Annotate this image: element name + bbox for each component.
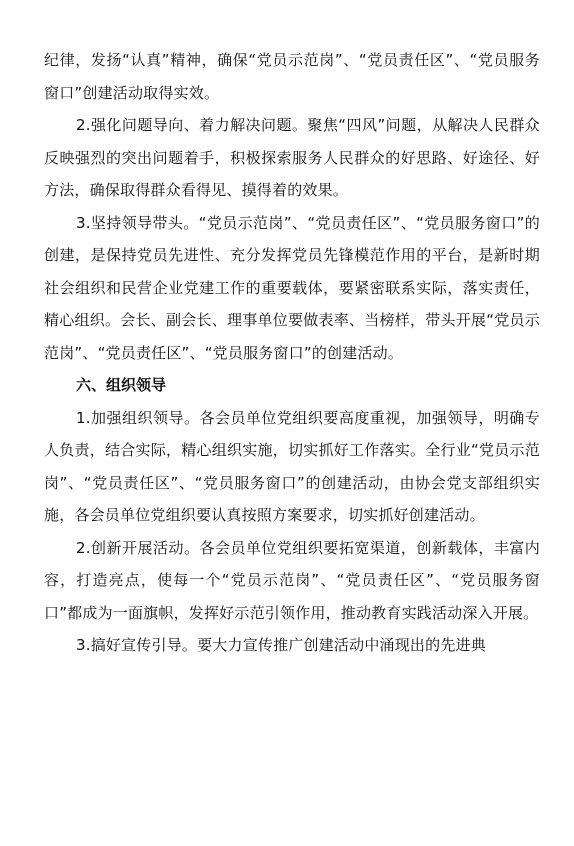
body-paragraph: 3.搞好宣传引导。要大力宣传推广创建活动中涌现出的先进典 — [76, 636, 486, 654]
body-paragraph: 2.创新开展活动。各会员单位党组织要拓宽渠道，创新载体，丰富内容，打造亮点，使每一个“党员示范岗”、“党员责任区”、“党员服务窗口”都成为一面旗帜，发挥好示范引领作用，推动教育实践活动深入开展。 — [44, 538, 540, 622]
body-paragraph: 3.坚持领导带头。“党员示范岗”、“党员责任区”、“党员服务窗口”的创建，是保持党员先进性、充分发挥党员先锋模范作用的平台，是新时期社会组织和民营企业党建工作的重要载体，要紧密联系实际，落实责任，精心组织。会长、副会长、理事单位要做表率、当榜样，带头开展“党员示范岗”、“党员责任区”、“党员服务窗口”的创建活动。 — [44, 213, 540, 362]
body-paragraph: 2.强化问题导向、着力解决问题。聚焦“四风”问题，从解决人民群众反映强烈的突出问题着手，积极探索服务人民群众的好思路、好途径、好方法，确保取得群众看得见、摸得着的效果。 — [44, 116, 540, 199]
body-paragraph: 1.加强组织领导。各会员单位党组织要高度重视，加强领导，明确专人负责，结合实际，精心组织实施，切实抓好工作落实。全行业“党员示范岗”、“党员责任区”、“党员服务窗口”的创建活动，由协会党支部组织实施，各会员单位党组织要认真按照方案要求，切实抓好创建活动。 — [44, 408, 540, 524]
body-paragraph: 纪律，发扬“认真”精神，确保“党员示范岗”、“党员责任区”、“党员服务窗口”创建活动取得实效。 — [44, 51, 540, 102]
section-heading: 六、组织领导 — [76, 376, 167, 394]
